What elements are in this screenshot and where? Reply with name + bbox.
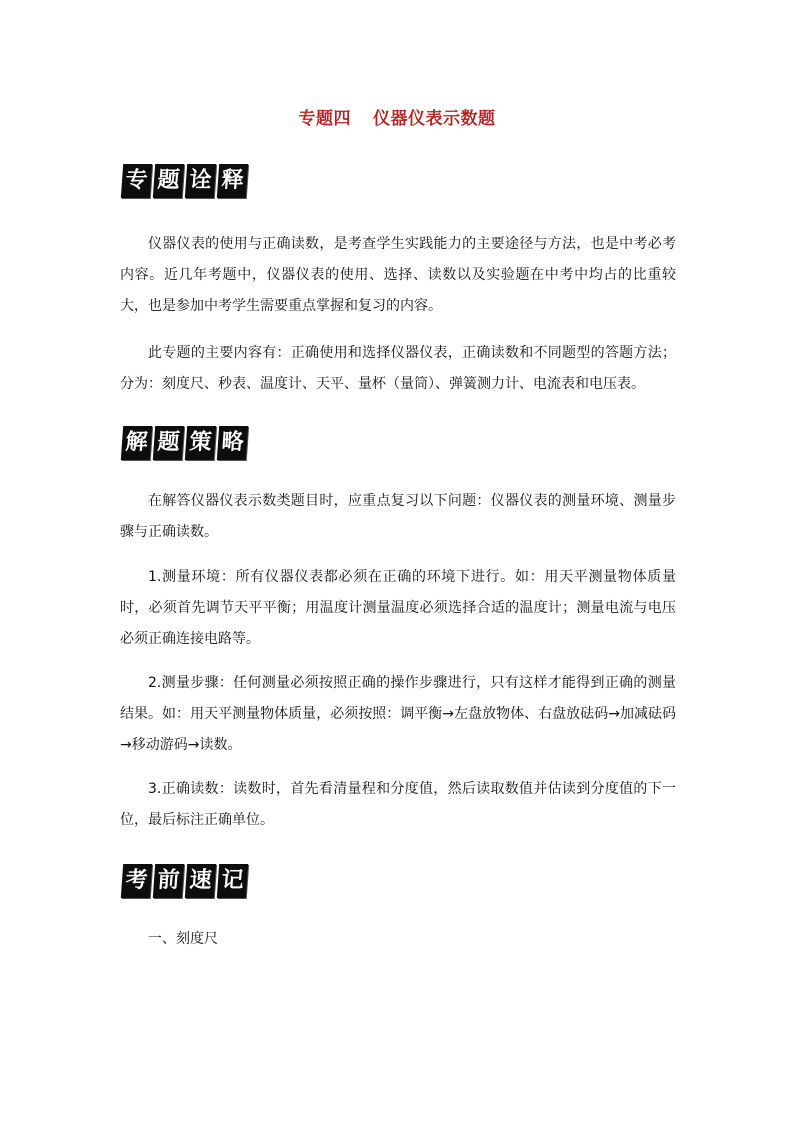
heading-char: 前 xyxy=(153,864,184,898)
heading-char: 诠 xyxy=(185,164,216,198)
subheading-ruler: 一、刻度尺 xyxy=(148,931,218,947)
section-heading-strategy xyxy=(122,426,247,462)
heading-char: 考 xyxy=(121,864,152,898)
title-part-2: 仪器仪表示数题 xyxy=(373,109,496,129)
heading-char: 速 xyxy=(185,864,216,898)
section-heading-memo xyxy=(122,864,247,900)
heading-char: 题 xyxy=(153,426,184,460)
paragraph-reading: 3.正确读数：读数时，首先看清量程和分度值，然后读取数值并估读到分度值的下一位，最后标注正确单位。 xyxy=(120,781,676,828)
section-heading-explanation xyxy=(122,164,247,200)
paragraph-strategy: 在解答仪器仪表示数类题目时，应重点复习以下问题：仪器仪表的测量环境、测量步骤与正确读数。 xyxy=(120,493,676,540)
heading-char: 解 xyxy=(121,426,152,460)
heading-char: 略 xyxy=(217,426,248,460)
page-title xyxy=(0,104,794,129)
paragraph-content: 此专题的主要内容有：正确使用和选择仪器仪表，正确读数和不同题型的答题方法；分为：刻度尺、秒表、温度计、天平、量杯（量筒）、弹簧测力计、电流表和电压表。 xyxy=(120,345,676,392)
heading-char: 题 xyxy=(153,164,184,198)
heading-char: 释 xyxy=(217,164,248,198)
title-part-1: 专题四 xyxy=(298,109,351,129)
heading-char: 记 xyxy=(217,864,248,898)
paragraph-environment: 1.测量环境：所有仪器仪表都必须在正确的环境下进行。如：用天平测量物体质量时，必须首先调节天平平衡；用温度计测量温度必须选择合适的温度计；测量电流与电压必须正确连接电路等。 xyxy=(120,569,676,647)
heading-char: 策 xyxy=(185,426,216,460)
paragraph-steps: 2.测量步骤：任何测量必须按照正确的操作步骤进行，只有这样才能得到正确的测量结果。如：用天平测量物体质量，必须按照：调平衡→左盘放物体、右盘放砝码→加减砝码→移动游码→读数。 xyxy=(120,675,676,753)
heading-char: 专 xyxy=(121,164,152,198)
paragraph-intro: 仪器仪表的使用与正确读数，是考查学生实践能力的主要途径与方法，也是中考必考内容。近几年考题中，仪器仪表的使用、选择、读数以及实验题在中考中均占的比重较大，也是参加中考学生需要重点掌握和复习的内容。 xyxy=(120,236,676,314)
